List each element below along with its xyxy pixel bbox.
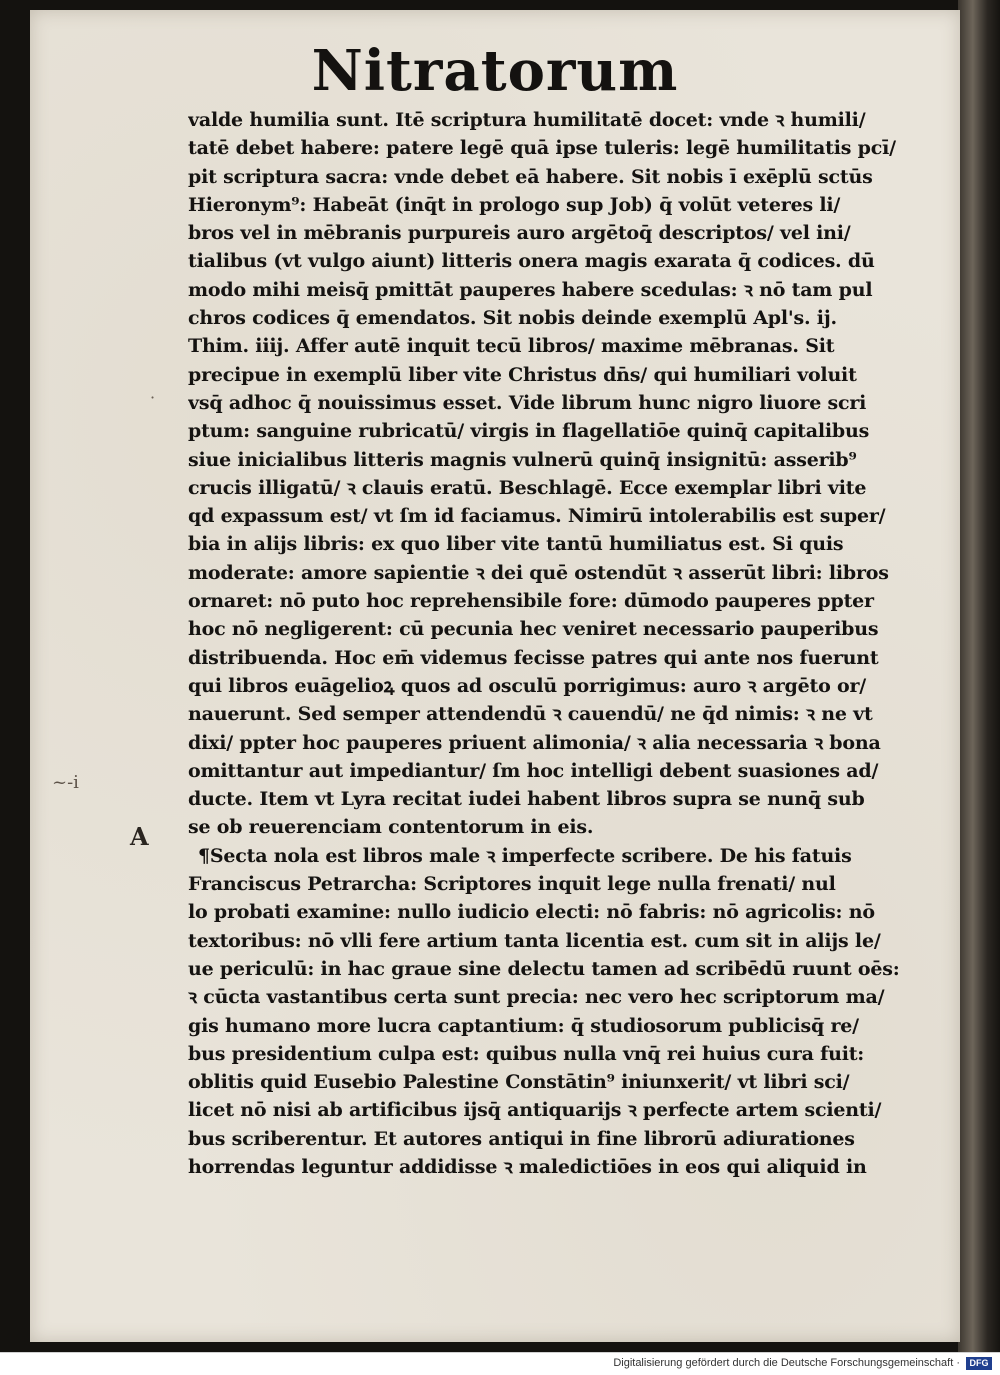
text-line: moderate: amore sapientie ꝛ dei quē ostendūt ꝛ asserūt libri: libros — [188, 561, 889, 584]
text-line: textoribus: nō vlli fere artium tanta licentia est. cum sit in alijs le/ — [188, 929, 881, 952]
text-line: ducte. Item vt Lyra recitat iudei habent libros supra se nunq̄ sub — [188, 788, 865, 811]
text-line: ue periculū: in hac graue sine delectu tamen ad scribēdū ruunt oēs: — [188, 957, 900, 980]
book-page — [30, 10, 960, 1342]
text-line: Franciscus Petrarcha: Scriptores inquit lege nulla frenati/ nul — [188, 873, 836, 896]
text-line: omittantur aut impediantur/ ſm hoc intelligi debent suasiones ad/ — [188, 759, 879, 782]
running-title: Nitratorum — [311, 38, 679, 104]
text-line: nauerunt. Sed semper attendendū ꝛ cauendū/ ne q̄d nimis: ꝛ ne vt — [188, 703, 873, 726]
text-line: horrendas leguntur addidisse ꝛ maledictiōes in eos qui aliquid in — [188, 1155, 867, 1178]
marginal-note: ~-i — [52, 772, 79, 793]
text-line: ptum: sanguine rubricatū/ virgis in flagellatiōe quinq̄ capitalibus — [188, 420, 870, 443]
book-edge — [958, 0, 1000, 1352]
text-line: tialibus (vt vulgo aiunt) litteris onera magis exarata q̄ codices. dū — [188, 250, 875, 273]
text-line: modo mihi meisq̄ pmittāt pauperes habere scedulas: ꝛ nō tam pul — [188, 278, 873, 301]
text-line: valde humilia sunt. Itē scriptura humilitatē docet: vnde ꝛ humili/ — [188, 109, 866, 131]
text-line: crucis illigatū/ ꝛ clauis eratū. Beschlagē. Ecce exemplar libri vite — [188, 476, 867, 499]
text-line: vsq̄ adhoc q̄ nouissimus esset. Vide librum hunc nigro liuore scri — [188, 391, 867, 414]
marginal-letter: A — [130, 822, 149, 851]
text-line: bia in alijs libris: ex quo liber vite tantū humiliatus est. Si quis — [188, 533, 844, 556]
text-line: gis humano more lucra captantium: q̄ studiosorum publicisq̄ re/ — [188, 1014, 859, 1037]
marginal-tick: · — [150, 388, 156, 407]
text-line: ornaret: nō puto hoc reprehensibile fore: dūmodo pauperes ppter — [188, 590, 874, 613]
text-line: pit scriptura sacra: vnde debet eā habere. Sit nobis ī exēplū sctūs — [188, 165, 873, 188]
text-line: licet nō nisi ab artificibus ijsq̄ antiquarijs ꝛ perfecte artem scienti/ — [188, 1099, 882, 1122]
body-text — [188, 106, 940, 1181]
text-line: qui libros euāgelioꝝ quos ad osculū porrigimus: auro ꝛ argēto or/ — [188, 674, 866, 697]
text-line: bus scriberentur. Et autores antiqui in fine librorū adiurationes — [188, 1127, 855, 1150]
text-line: Thim. iiij. Affer autē inquit tecū libros/ maxime mēbranas. Sit — [188, 335, 835, 358]
footer-bar — [0, 1352, 1000, 1375]
text-line: distribuenda. Hoc em̄ videmus fecisse patres qui ante nos fuerunt — [188, 646, 879, 669]
paragraph-1 — [188, 106, 940, 842]
text-line: hoc nō negligerent: cū pecunia hec veniret necessario pauperibus — [188, 618, 879, 641]
text-line: dixi/ ppter hoc pauperes priuent alimonia/ ꝛ alia necessaria ꝛ bona — [188, 731, 881, 754]
text-line: bros vel in mēbranis purpureis auro argētoq̄ descriptos/ vel ini/ — [188, 222, 851, 245]
text-line: bus presidentium culpa est: quibus nulla vnq̄ rei huius cura fuit: — [188, 1042, 865, 1065]
paragraph-2 — [188, 842, 940, 1182]
footer-credit: Digitalisierung gefördert durch die Deutsche Forschungsgemeinschaft · — [613, 1357, 960, 1369]
text-line: chros codices q̄ emendatos. Sit nobis deinde exemplū Apl's. ij. — [188, 307, 837, 330]
text-line: ¶Secta nola est libros male ꝛ imperfecte scribere. De his fatuis — [198, 844, 852, 867]
text-line: oblitis quid Eusebio Palestine Constātin⁹ iniunxerit/ vt libri sci/ — [188, 1071, 850, 1094]
text-line: Hieronym⁹: Habeāt (inq̄t in prologo sup Job) q̄ volūt veteres li/ — [188, 193, 841, 216]
text-line: ꝛ cūcta vastantibus certa sunt precia: nec vero hec scriptorum ma/ — [188, 986, 885, 1009]
text-line: se ob reuerenciam contentorum in eis. — [188, 816, 594, 839]
text-line: qd expassum est/ vt ſm id faciamus. Nimirū intolerabilis est super/ — [188, 505, 886, 528]
text-line: precipue in exemplū liber vite Christus dn̄s/ qui humiliari voluit — [188, 363, 857, 386]
text-line: tatē debet habere: patere legē quā ipse tuleris: legē humilitatis pcī/ — [188, 137, 896, 160]
text-line: siue inicialibus litteris magnis vulnerū quinq̄ insignitū: asserib⁹ — [188, 448, 857, 471]
dfg-logo-icon: DFG — [966, 1357, 992, 1370]
text-line: lo probati examine: nullo iudicio electi: nō fabris: nō agricolis: nō — [188, 901, 875, 924]
